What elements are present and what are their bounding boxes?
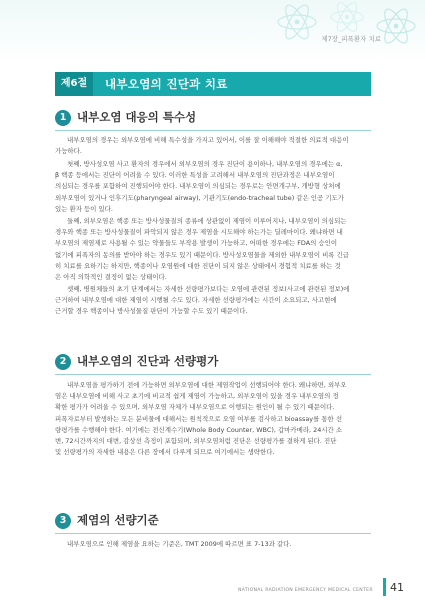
subsection-number-badge: 3 xyxy=(55,513,71,529)
subsection-divider xyxy=(55,533,371,534)
atom-icon xyxy=(328,0,366,34)
paragraph: 내부오염으로 인해 제염을 요하는 기준은, TMT 2009에 따르면 표 7-13과 같다. xyxy=(67,540,292,548)
subsection-title: 내부오염 대응의 특수성 xyxy=(77,110,197,124)
page-number: 41 xyxy=(390,581,404,594)
paragraph: 둘째, 외부오염은 핵종 또는 방사성물질의 종류에 상관없이 제염이 이루어지나, 내부오염이 의심되는 경우와 핵종 또는 방사성물질이 파악되지 않은 경우 제염을 시도해야 하는가는 딜레마이다. 왜냐하면 내 부오염의 제염제로 사용될 수 있는 약물들도 부작용 발생이 가능하고, 어떠한 경우에는 FDA의 승인이 없기에 피폭자의 동의를 받아야 하는 경우도 있기 때문이다. 방사성오염물을 제외한 내부오염이 비록 긴급 히 치료를 요하기는 하지만, 핵종이나 오염원에 대한 진단이 되지 않은 상태에서 경험적 치료를 하는 것 은 아직 의학적인 결정이 없는 상태이다. xyxy=(55,217,350,282)
subsection-divider xyxy=(55,130,371,131)
subsection-number-badge: 2 xyxy=(55,354,71,370)
subsection-title: 제염의 선량기준 xyxy=(77,513,159,527)
paragraph: 내부오염을 평가하기 전에 가능하면 외부오염에 대한 제염작업이 선행되어야 한다. 왜냐하면, 외부오 염은 내부오염에 비해 사고 초기에 비교적 쉽게 제염이 가능하고, 외부오염이 있을 경우 내부오염의 정 확한 평가가 어려울 수 있으며, 외부오염 자체가 내부오염으로 이행되는 원인이 될 수 있기 때문이다. 피폭자로부터 발생하는 모든 분비물에 대해서는 원칙적으로 오염 여부를 검사하고 bioassay를 통한 선 량평가를 수행해야 한다. 여기에는 전신계수기(Whole Body Counter, WBC), 갑마카메라, 24시간 소 변, 72시간까지의 대변, 감상선 측정이 포함되며, 외부오염처럼 진단은 선량평가를 결하게 된다. 진단 및 선량평가의 자세한 내용은 다른 장에서 다루게 되므로 여기에서는 생략한다. xyxy=(55,381,347,457)
subsection-divider xyxy=(55,374,371,375)
footer-accent-bar xyxy=(383,578,386,596)
paragraph: 내부오염의 경우는 외부오염에 비해 특수성을 가지고 있어서, 이를 잘 이해해야 적절한 의료적 대응이 가능하다. xyxy=(55,136,349,156)
section-heading-bar xyxy=(55,72,371,96)
chapter-label: 제7장_피폭환자 치료 xyxy=(321,35,381,43)
footer-label: NATIONAL RADIATION EMERGENCY MEDICAL CENTER xyxy=(238,588,373,593)
section-number: 제6절 xyxy=(55,72,93,96)
paragraph: 셋째, 병원체들의 초기 단계에서는 자세한 선량평가보다는 오염에 관련된 정보(사고에 관련된 정보)에 근거하여 내부오염에 대한 제염이 시행될 수도 있다. 자세한 선량평가에는 시간이 소요되고, 사고현에 근거할 경우 핵종이나 방사성물질 판단이 가능할 수도 있기 때문이다. xyxy=(55,285,350,316)
section-title: 내부오염의 진단과 치료 xyxy=(105,77,228,91)
atom-icon xyxy=(275,2,319,42)
subsection-number-badge: 1 xyxy=(55,110,71,126)
paragraph: 첫째, 방사성오염 사고 환자의 경우에서 외부오염의 경우 진단이 용이하나, 내부오염의 경우에는 α, β 핵종 등에서는 진단이 어려울 수 있다. 이러한 특성을 고려해서 내부오염의 진단과정은 내부오염이 의심되는 경우를 포함하여 진행되어야 한다. 내부오염이 의심되는 경우로는 안면개구부, 개방형 상처에 외부오염이 있거나 인후기도(pharyngeal airway), 기관기도(endo-tracheal tube) 같은 인공 기도가 있는 환자 등이 있다. xyxy=(55,160,344,213)
subsection-title: 내부오염의 진단과 선량평가 xyxy=(77,354,219,368)
